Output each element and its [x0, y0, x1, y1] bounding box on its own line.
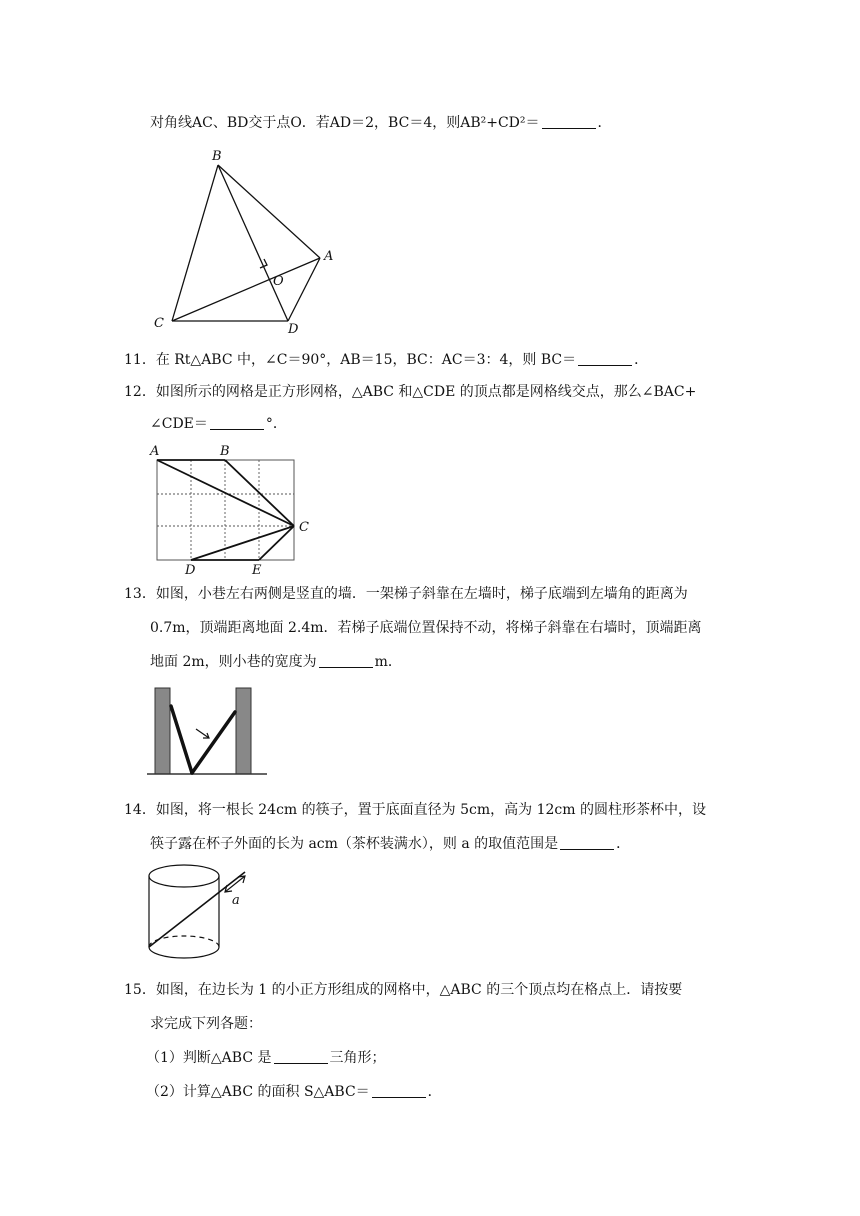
q15-part2-line: （2）计算△ABC 的面积 S△ABC＝ ． [146, 1084, 442, 1100]
q10-label-a: A [324, 249, 334, 264]
q10-label-b: B [212, 149, 222, 164]
q15-text-line-2: 求完成下列各题： [150, 1016, 262, 1032]
q13-text-line-1: 13．如图，小巷左右两侧是竖直的墙．一架梯子斜靠在左墙时，梯子底端到左墙角的距离为 [124, 586, 688, 602]
q10-answer-blank[interactable] [542, 114, 596, 129]
q12-text-line-2: ∠CDE＝ °． [150, 416, 287, 432]
q12-label-a: A [150, 444, 160, 459]
q15-part1-line: （1）判断△ABC 是 三角形； [146, 1050, 386, 1066]
q10-label-o: O [273, 274, 284, 289]
q13-answer-blank[interactable] [319, 653, 373, 668]
q12-label-d: D [185, 563, 196, 578]
q15-text-line-1: 15．如图，在边长为 1 的小正方形组成的网格中，△ABC 的三个顶点均在格点上．请按要 [124, 982, 683, 998]
q10-text-line: 对角线AC、BD交于点O．若AD＝2，BC＝4，则AB²+CD²＝ ． [150, 115, 612, 131]
q12-figure [148, 442, 318, 578]
q14-figure [142, 856, 272, 976]
q14-text-line-2: 筷子露在杯子外面的长为 acm（茶杯装满水），则 a 的取值范围是 ． [150, 836, 631, 852]
q14-text-line-1: 14．如图，将一根长 24cm 的筷子，置于底面直径为 5cm，高为 12cm 的圆柱形茶杯中，设 [124, 802, 706, 818]
q12-label-c: C [299, 520, 309, 535]
q13-figure [145, 682, 275, 782]
q10-label-c: C [154, 316, 164, 331]
q14-answer-blank[interactable] [560, 835, 614, 850]
q11-text: 11．在 Rt△ABC 中，∠C＝90°，AB＝15，BC：AC＝3：4，则 BC＝ [124, 352, 577, 368]
q11-answer-blank[interactable] [578, 351, 632, 366]
q10-text: 对角线AC、BD交于点O．若AD＝2，BC＝4，则AB²+CD²＝ [150, 115, 540, 131]
q10-figure [150, 145, 350, 335]
q10-label-d: D [288, 322, 299, 337]
q13-text-line-3: 地面 2m，则小巷的宽度为 m． [150, 654, 402, 670]
q15-part1-answer-blank[interactable] [274, 1049, 328, 1064]
q15-part2-answer-blank[interactable] [372, 1083, 426, 1098]
q12-label-e: E [252, 563, 262, 578]
q11-text-line: 11．在 Rt△ABC 中，∠C＝90°，AB＝15，BC：AC＝3：4，则 BC＝ ． [124, 352, 649, 368]
q12-label-b: B [220, 444, 230, 459]
q14-label-a: a [232, 893, 240, 908]
q12-text-line-1: 12．如图所示的网格是正方形网格，△ABC 和△CDE 的顶点都是网格线交点，那么∠BAC+ [124, 384, 697, 400]
q12-answer-blank[interactable] [210, 415, 264, 430]
q13-text-line-2: 0.7m，顶端距离地面 2.4m．若梯子底端位置保持不动，将梯子斜靠在右墙时，顶端距离 [150, 620, 702, 636]
